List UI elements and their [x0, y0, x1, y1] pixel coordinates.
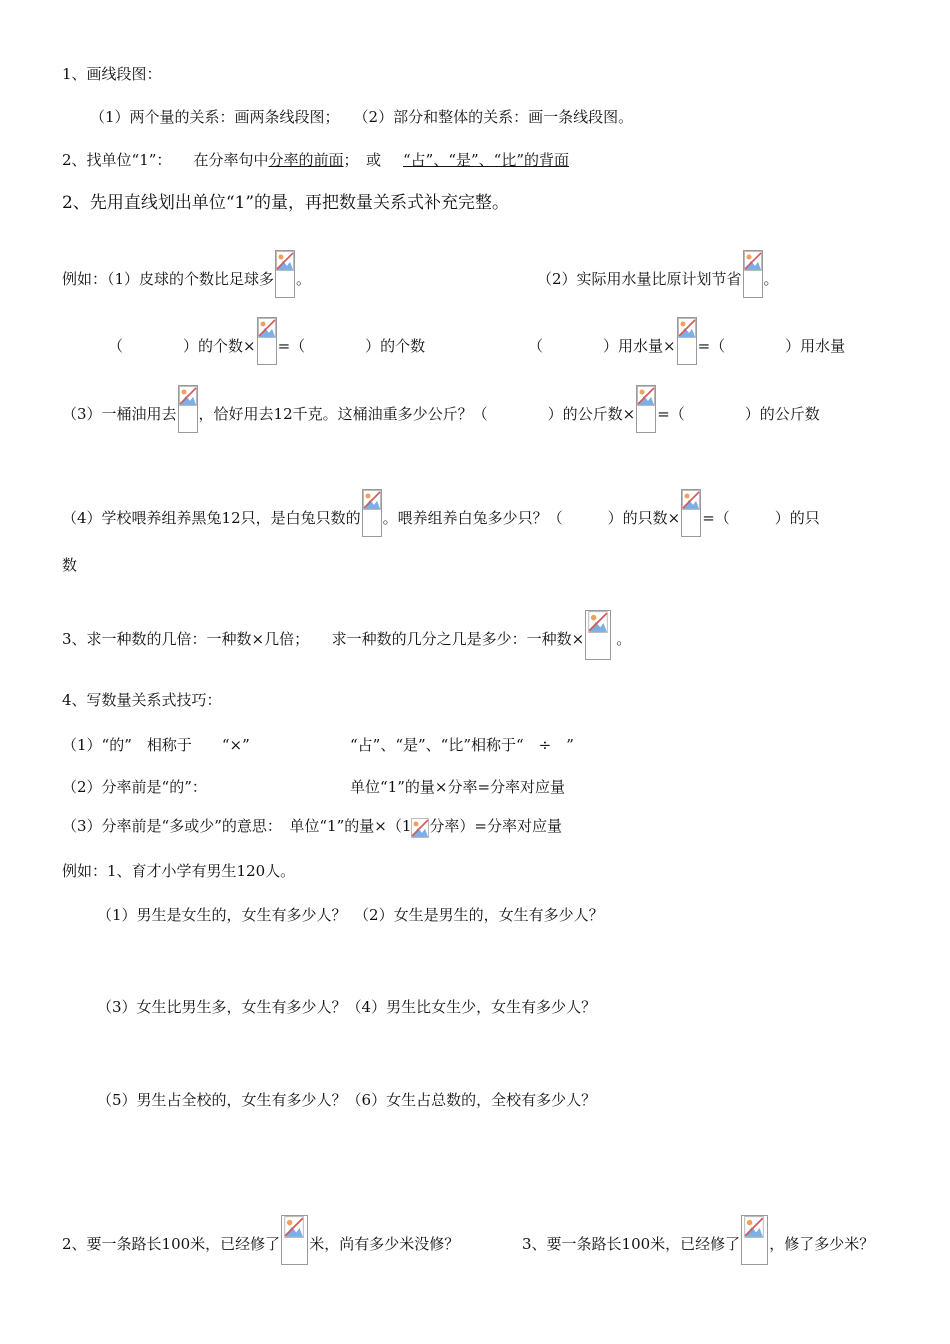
- problem-3-end: ，修了多少米？: [769, 1235, 875, 1253]
- rule-part-whole: （2）部分和整体的关系：画一条线段图。: [353, 108, 634, 126]
- example-4: [62, 489, 820, 537]
- example-3-mid: ，恰好用去12千克。这桶油重多少公斤？（ ）的公斤数×: [198, 405, 636, 423]
- broken-image-icon: [741, 1215, 768, 1265]
- problem-3: [522, 1215, 874, 1265]
- section-title-unit-one: 2、先用直线划出单位“1”的量，再把数量关系式补充完整。: [62, 193, 510, 213]
- example-1-end: 。: [296, 270, 312, 288]
- find-unit-label: 2、找单位“1”：: [62, 151, 172, 169]
- example-4-mid: 。喂养组养白兔多少只？（ ）的只数×: [382, 509, 681, 527]
- example-1-text: 例如：（1）皮球的个数比足球多: [62, 270, 275, 288]
- question-3-4: （3）女生比男生多，女生有多少人？（4）男生比女生少，女生有多少人？: [97, 998, 597, 1016]
- tip-2-right: 单位“1”的量×分率=分率对应量: [350, 778, 566, 796]
- formula-2-left: （ ）用水量×: [528, 337, 676, 355]
- tip-3-text: （3）分率前是“多或少”的意思： 单位“1”的量×（1: [62, 817, 412, 835]
- example-1: [62, 250, 311, 298]
- broken-image-icon: [411, 818, 429, 836]
- line-diagram-rules: [90, 107, 633, 127]
- fraction-of-number-rule: [62, 610, 631, 660]
- find-unit-separator: ； 或: [343, 151, 381, 169]
- broken-image-icon: [178, 385, 198, 433]
- problem-2-end: 米，尚有多少米没修？: [309, 1235, 460, 1253]
- find-unit-underline-2: “占”、“是”、“比”的背面: [402, 151, 569, 169]
- question-1-2: （1）男生是女生的，女生有多少人？ （2）女生是男生的，女生有多少人？: [97, 906, 604, 924]
- tip-1-left: （1）“的” 相称于 “×”: [62, 736, 250, 754]
- example-4-wrap: 数: [62, 556, 78, 574]
- example-4-text: （4）学校喂养组养黑兔12只，是白兔只数的: [62, 509, 361, 527]
- fraction-rule-text: 3、求一种数的几倍：一种数×几倍； 求一种数的几分之几是多少：一种数×: [62, 630, 585, 648]
- example-2-end: 。: [763, 270, 779, 288]
- formula-1: [108, 317, 425, 365]
- broken-image-icon: [677, 317, 697, 365]
- example-3-text: （3）一桶油用去: [62, 405, 177, 423]
- find-unit-one-line: [62, 150, 569, 170]
- section-title-tips: 4、写数量关系式技巧：: [62, 691, 222, 709]
- problem-3-text: 3、要一条路长100米，已经修了: [522, 1235, 741, 1253]
- tip-3: [62, 816, 562, 836]
- formula-1-right: =（ ）的个数: [277, 337, 426, 355]
- broken-image-icon: [257, 317, 277, 365]
- rule-two-quantities: （1）两个量的关系：画两条线段图；: [90, 108, 340, 126]
- find-unit-underline-1: 分率的前面: [268, 151, 344, 169]
- broken-image-icon: [681, 489, 701, 537]
- formula-1-left: （ ）的个数×: [108, 337, 256, 355]
- broken-image-icon: [585, 610, 611, 660]
- example-3-end: =（ ）的公斤数: [657, 405, 820, 423]
- question-5-6: （5）男生占全校的，女生有多少人？（6）女生占总数的，全校有多少人？: [97, 1091, 597, 1109]
- broken-image-icon: [281, 1215, 308, 1265]
- example-3: [62, 385, 820, 433]
- broken-image-icon: [636, 385, 656, 433]
- example-4-end: =（ ）的只: [702, 509, 820, 527]
- problem-2-text: 2、要一条路长100米，已经修了: [62, 1235, 281, 1253]
- example-2-text: （2）实际用水量比原计划节省: [537, 270, 742, 288]
- broken-image-icon: [275, 250, 295, 298]
- problem-2: [62, 1215, 459, 1265]
- tip-1-right: “占”、“是”、“比”相称于“ ÷ ”: [350, 736, 574, 754]
- fraction-rule-end: 。: [616, 630, 632, 648]
- tip-2-left: （2）分率前是“的”：: [62, 778, 207, 796]
- broken-image-icon: [362, 489, 382, 537]
- section-title-line-diagram: 1、画线段图：: [62, 65, 162, 83]
- formula-2: [528, 317, 845, 365]
- example-2: [537, 250, 779, 298]
- broken-image-icon: [743, 250, 763, 298]
- tip-3-end: 分率）=分率对应量: [429, 817, 562, 835]
- example-school-intro: 例如：1、育才小学有男生120人。: [62, 862, 296, 880]
- formula-2-right: =（ ）用水量: [697, 337, 846, 355]
- find-unit-text: 在分率句中: [193, 151, 269, 169]
